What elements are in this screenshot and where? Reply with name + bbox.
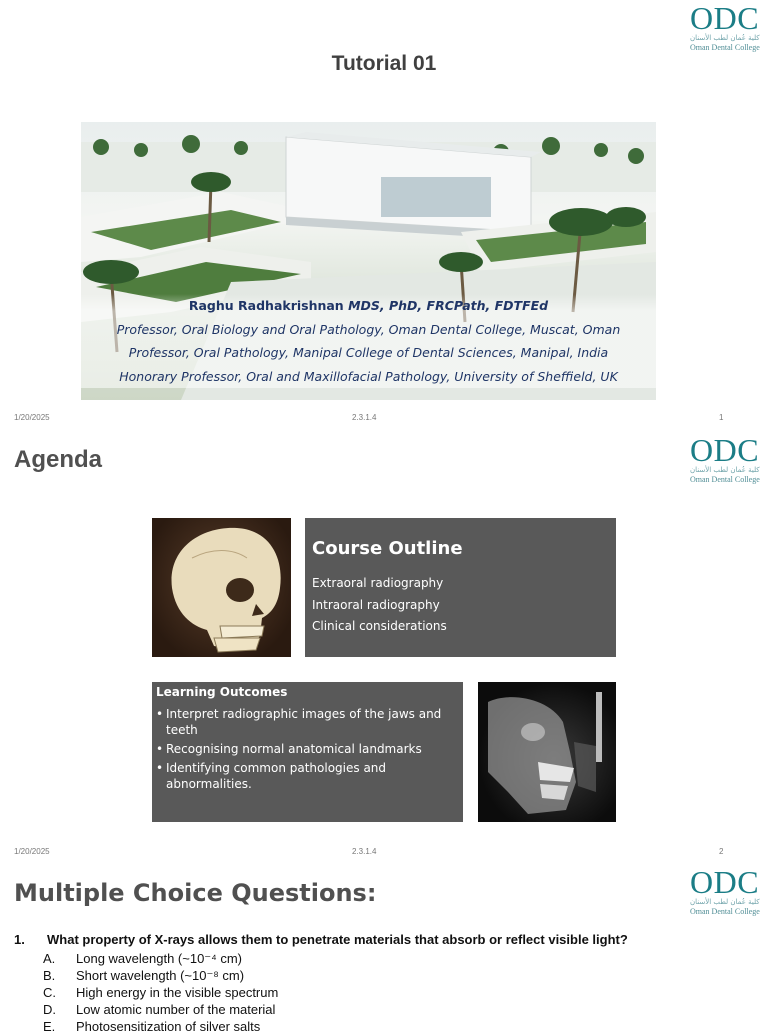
list-item: • Identifying common pathologies and abnormalities. bbox=[156, 760, 456, 792]
answer-option bbox=[43, 950, 278, 967]
footer-date: 1/20/2025 bbox=[14, 847, 50, 856]
logo-arabic-text: كلية عُمان لطب الأسنان bbox=[690, 898, 760, 906]
footer-code: 2.3.1.4 bbox=[352, 413, 377, 422]
option-text: Short wavelength (~10⁻⁸ cm) bbox=[76, 968, 245, 983]
learning-outcomes-heading: Learning Outcomes bbox=[156, 685, 288, 699]
logo-arabic-text: كلية عُمان لطب الأسنان bbox=[690, 34, 760, 42]
xray-illustration bbox=[478, 682, 616, 822]
question-1 bbox=[14, 932, 754, 947]
logo-mark: ODC bbox=[690, 432, 760, 468]
presenter-role: Honorary Professor, Oral and Maxillofacial Pathology, University of Sheffield, UK bbox=[119, 368, 618, 384]
option-letter: C. bbox=[43, 985, 56, 1000]
list-item: • Interpret radiographic images of the jaws and teeth bbox=[156, 706, 456, 738]
footer-code: 2.3.1.4 bbox=[352, 847, 377, 856]
list-item: Clinical considerations bbox=[312, 619, 447, 633]
skull-illustration bbox=[152, 518, 291, 657]
list-item: • Recognising normal anatomical landmarks bbox=[156, 741, 456, 757]
course-outline-panel bbox=[305, 518, 616, 657]
odc-logo bbox=[690, 2, 762, 53]
logo-mark: ODC bbox=[690, 864, 760, 900]
cephalometric-xray-photo bbox=[478, 682, 616, 822]
footer-page-number: 1 bbox=[719, 413, 724, 422]
footer-page-number: 2 bbox=[719, 847, 724, 856]
option-text: High energy in the visible spectrum bbox=[76, 985, 279, 1000]
building-photo bbox=[81, 122, 656, 400]
course-outline-heading: Course Outline bbox=[312, 538, 463, 559]
course-outline-list bbox=[312, 573, 447, 638]
answer-options bbox=[43, 950, 278, 1035]
question-text: What property of X-rays allows them to penetrate materials that absorb or reflect visible light? bbox=[47, 932, 628, 947]
slide-title: Tutorial 01 bbox=[331, 52, 437, 75]
answer-option bbox=[43, 984, 278, 1001]
answer-option bbox=[43, 1018, 278, 1035]
list-item: Extraoral radiography bbox=[312, 576, 444, 590]
option-letter: D. bbox=[43, 1002, 56, 1017]
logo-english-text: Oman Dental College bbox=[690, 43, 760, 52]
option-letter: E. bbox=[43, 1019, 56, 1034]
learning-outcomes-panel bbox=[152, 682, 463, 822]
logo-english-text: Oman Dental College bbox=[690, 907, 760, 916]
option-text: Long wavelength (~10⁻⁴ cm) bbox=[76, 951, 243, 966]
slide-2 bbox=[0, 432, 768, 864]
learning-outcomes-list bbox=[156, 706, 456, 795]
answer-option bbox=[43, 967, 278, 984]
logo-english-text: Oman Dental College bbox=[690, 475, 760, 484]
slide-3 bbox=[0, 864, 768, 1034]
logo-arabic-text: كلية عُمان لطب الأسنان bbox=[690, 466, 760, 474]
presenter-role: Professor, Oral Biology and Oral Pathology, Oman Dental College, Muscat, Oman bbox=[116, 321, 621, 337]
list-item: Intraoral radiography bbox=[312, 597, 440, 612]
skull-photo bbox=[152, 518, 291, 657]
slide-title: Agenda bbox=[14, 446, 103, 473]
option-letter: A. bbox=[43, 951, 56, 966]
option-text: Low atomic number of the material bbox=[76, 1002, 276, 1017]
presenter-name-line bbox=[81, 294, 656, 318]
slide-title: Multiple Choice Questions: bbox=[14, 879, 377, 907]
answer-option bbox=[43, 1001, 278, 1018]
presenter-name: Raghu Radhakrishnan bbox=[188, 298, 344, 313]
presenter-degrees: MDS, PhD, FRCPath, FDTFEd bbox=[348, 298, 549, 313]
odc-logo bbox=[690, 434, 762, 485]
logo-mark: ODC bbox=[690, 0, 760, 36]
option-letter: B. bbox=[43, 968, 56, 983]
presenter-role: Professor, Oral Pathology, Manipal College of Dental Sciences, Manipal, India bbox=[128, 345, 609, 360]
question-number: 1. bbox=[14, 932, 25, 947]
presenter-credits bbox=[81, 294, 656, 388]
slide-1 bbox=[0, 0, 768, 432]
odc-logo bbox=[690, 866, 762, 917]
option-text: Photosensitization of silver salts bbox=[76, 1019, 261, 1034]
footer-date: 1/20/2025 bbox=[14, 413, 50, 422]
